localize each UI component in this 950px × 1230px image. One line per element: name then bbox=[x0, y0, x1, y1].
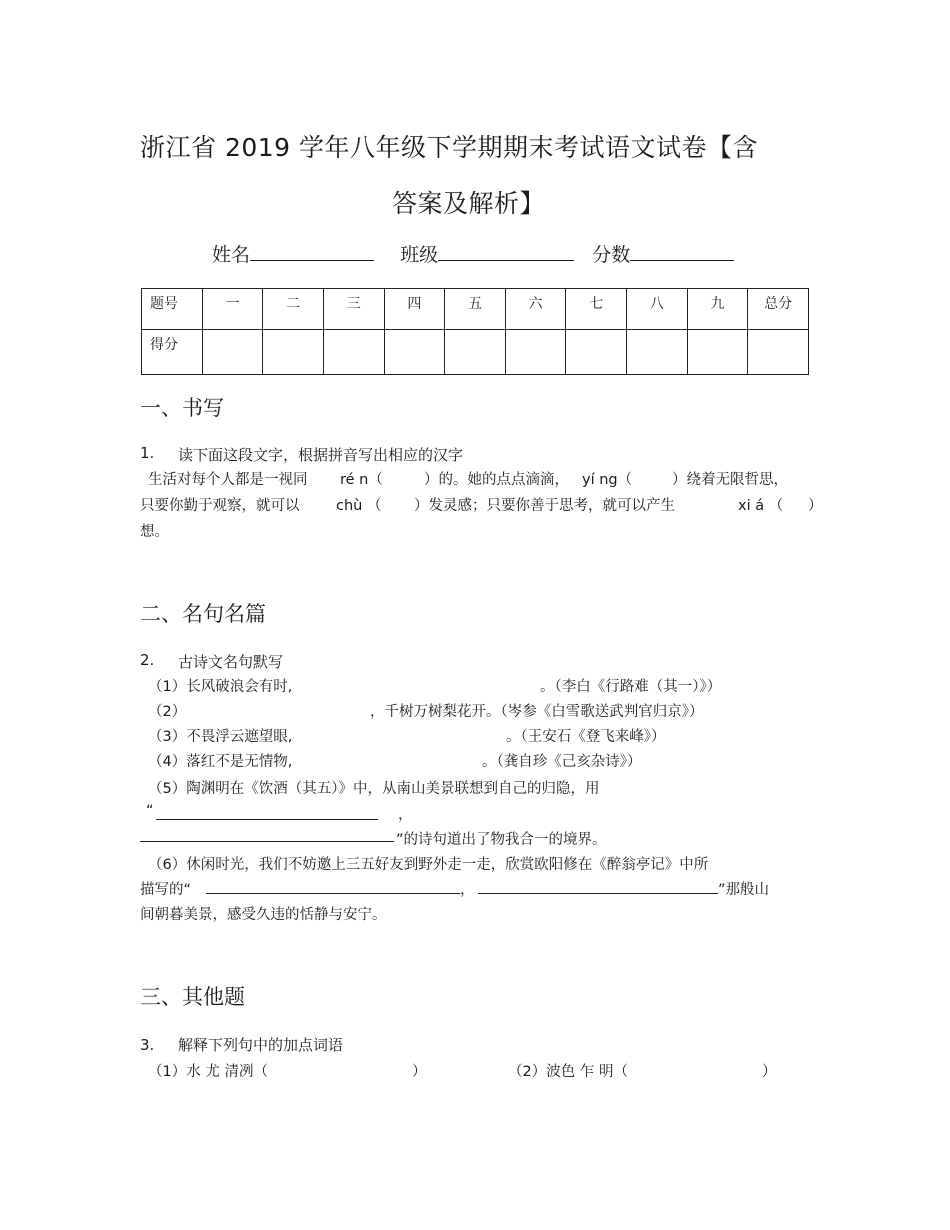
header-cell: 六 bbox=[505, 289, 566, 330]
class-label: 班级 bbox=[400, 244, 439, 266]
answer-blank[interactable] bbox=[206, 880, 460, 894]
header-cell: 八 bbox=[627, 289, 688, 330]
score-cell[interactable] bbox=[323, 330, 384, 375]
poem-item-3: （3）不畏浮云遮望眼, bbox=[148, 729, 293, 745]
poem-item-1: （1）长风破浪会有时, bbox=[148, 679, 293, 695]
word-item-1: （1）水 尤 清冽（ bbox=[148, 1064, 268, 1080]
header-cell: 题号 bbox=[142, 289, 203, 330]
score-cell[interactable] bbox=[384, 330, 445, 375]
header-cell: 四 bbox=[384, 289, 445, 330]
header-cell: 二 bbox=[263, 289, 324, 330]
answer-blank[interactable] bbox=[156, 806, 378, 820]
question-number: 2. bbox=[140, 651, 155, 669]
section-heading-poems: 二、名句名篇 bbox=[140, 602, 266, 626]
score-cell[interactable] bbox=[566, 330, 627, 375]
header-cell: 五 bbox=[445, 289, 506, 330]
poem-item-6-prefix: 描写的“ bbox=[140, 882, 192, 898]
poem-item-5: （5）陶渊明在《饮酒（其五）》中，从南山美景联想到自己的归隐，用 bbox=[148, 781, 600, 797]
score-cell[interactable] bbox=[627, 330, 688, 375]
answer-blank[interactable] bbox=[140, 828, 394, 842]
passage-line: ） bbox=[808, 498, 823, 514]
student-info-row bbox=[212, 240, 734, 267]
question-number: 1. bbox=[140, 444, 155, 462]
score-cell[interactable] bbox=[445, 330, 506, 375]
score-label: 分数 bbox=[592, 244, 631, 266]
header-cell: 一 bbox=[202, 289, 263, 330]
header-cell: 七 bbox=[566, 289, 627, 330]
row-label-cell: 得分 bbox=[142, 330, 203, 375]
answer-blank[interactable] bbox=[478, 880, 718, 894]
score-cell[interactable] bbox=[505, 330, 566, 375]
passage-line: 生活对每个人都是一视同 bbox=[148, 472, 308, 488]
score-table-header-row bbox=[142, 289, 809, 330]
poem-item-5-end: ”的诗句道出了物我合一的境界。 bbox=[396, 832, 607, 848]
passage-line: 只要你勤于观察，就可以 bbox=[140, 498, 300, 514]
page-title-line2: 答案及解析】 bbox=[392, 189, 546, 218]
pinyin-ying: yí ng（ bbox=[582, 472, 633, 488]
score-cell[interactable] bbox=[263, 330, 324, 375]
question-prompt: 读下面这段文字，根据拼音写出相应的汉字 bbox=[178, 446, 464, 464]
section-heading-other: 三、其他题 bbox=[140, 985, 245, 1009]
poem-item-3-source: 。（王安石《登飞来峰》） bbox=[506, 729, 666, 745]
poem-item-2: （2） bbox=[148, 704, 187, 720]
word-item-1-close: ） bbox=[412, 1064, 427, 1080]
passage-line: 想。 bbox=[140, 524, 169, 540]
word-item-2: （2）波色 乍 明（ bbox=[508, 1064, 628, 1080]
poem-item-4: （4）落红不是无情物, bbox=[148, 754, 293, 770]
passage-line: ）发灵感；只要你善于思考，就可以产生 bbox=[414, 498, 675, 514]
poem-item-1-source: 。（李白《行路难（其一）》） bbox=[540, 679, 722, 695]
header-cell: 总分 bbox=[748, 289, 809, 330]
question-number: 3. bbox=[140, 1036, 155, 1054]
page-title-line1: 浙江省 2019 学年八年级下学期期末考试语文试卷【含 bbox=[140, 133, 759, 162]
poem-item-6-last: 间朝暮美景，感受久违的恬静与安宁。 bbox=[140, 907, 387, 923]
score-table-score-row bbox=[142, 330, 809, 375]
poem-item-6-end: ”那般山 bbox=[718, 882, 770, 898]
name-label: 姓名 bbox=[212, 244, 251, 266]
name-field[interactable] bbox=[250, 243, 374, 261]
word-item-2-close: ） bbox=[762, 1064, 777, 1080]
section-heading-writing: 一、书写 bbox=[140, 396, 224, 420]
score-cell[interactable] bbox=[748, 330, 809, 375]
question-prompt: 古诗文名句默写 bbox=[178, 653, 284, 671]
poem-item-4-source: 。（龚自珍《己亥杂诗》） bbox=[482, 754, 642, 770]
pinyin-ren: ré n（ bbox=[340, 472, 383, 488]
score-table bbox=[141, 288, 809, 375]
pinyin-xia: xi á （ bbox=[738, 498, 784, 514]
header-cell: 九 bbox=[687, 289, 748, 330]
pinyin-chu: chù （ bbox=[336, 498, 382, 514]
score-field[interactable] bbox=[630, 243, 734, 261]
class-field[interactable] bbox=[438, 243, 574, 261]
poem-item-5-comma: ， bbox=[398, 807, 413, 823]
score-cell[interactable] bbox=[202, 330, 263, 375]
poem-item-6-comma: ， bbox=[460, 882, 475, 898]
question-prompt: 解释下列句中的加点词语 bbox=[178, 1036, 344, 1054]
poem-item-2-source: ，千树万树梨花开。（岑参《白雪歌送武判官归京》） bbox=[370, 704, 704, 720]
poem-item-5-open-quote: “ bbox=[146, 803, 154, 819]
passage-line: ）绕着无限哲思， bbox=[672, 472, 788, 488]
poem-item-6: （6）休闲时光，我们不妨邀上三五好友到野外走一走，欣赏欧阳修在《醉翁亭记》中所 bbox=[148, 857, 709, 873]
header-cell: 三 bbox=[323, 289, 384, 330]
passage-line: ）的。她的点点滴滴， bbox=[424, 472, 569, 488]
score-cell[interactable] bbox=[687, 330, 748, 375]
